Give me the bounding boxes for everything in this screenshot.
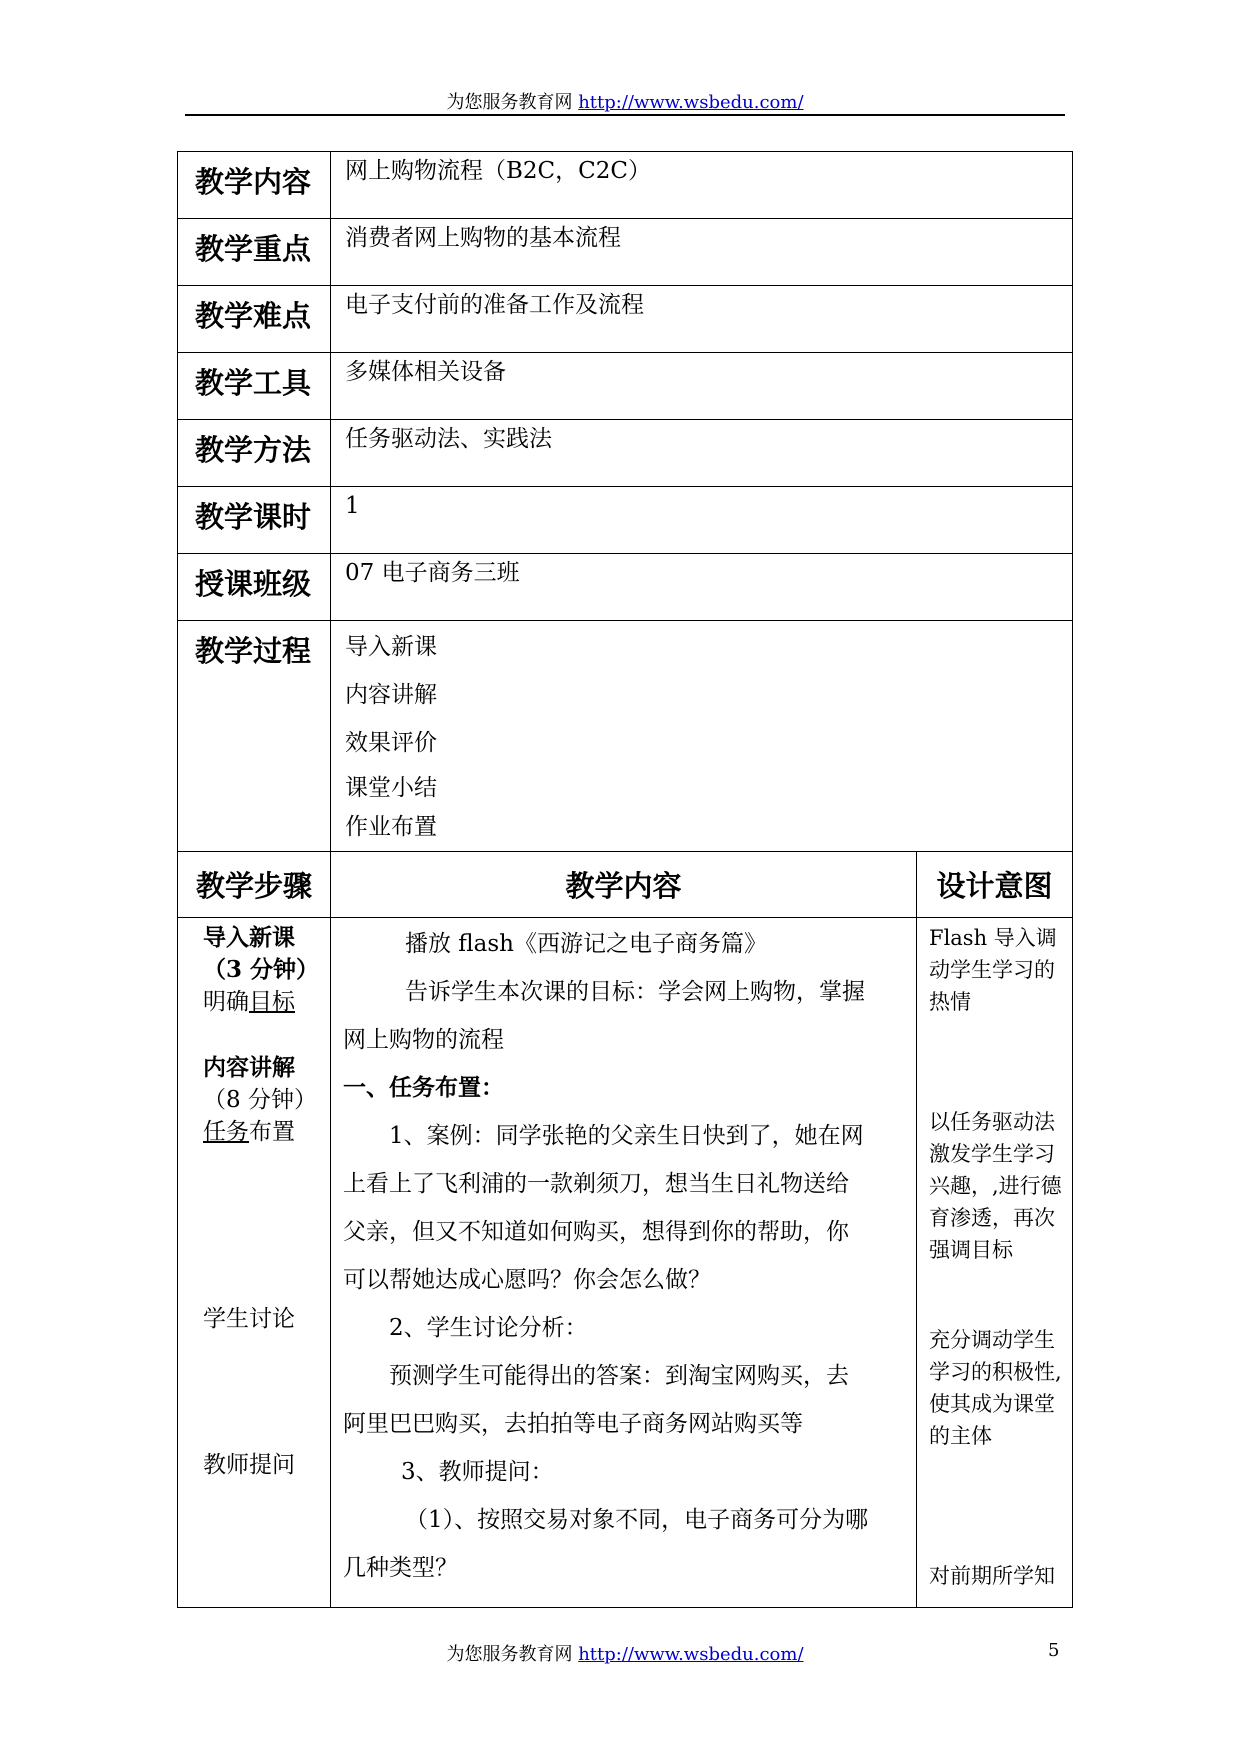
step-goal-underlined: 目标 [249, 989, 295, 1015]
intent-line: 以任务驱动法 [929, 1110, 1055, 1134]
steps-col-header: 教学步骤 [178, 852, 331, 918]
content-para: 上看上了飞利浦的一款剃须刀，想当生日礼物送给 [343, 1171, 849, 1197]
header-site-name: 为您服务教育网 [446, 92, 573, 113]
content-para: 告诉学生本次课的目标：学会网上购物，掌握 [405, 979, 865, 1005]
step-explain-time: （8 分钟） [203, 1087, 317, 1113]
step-goal-text: 明确 [203, 989, 249, 1015]
info-value: 1 [331, 487, 1073, 554]
content-para: 2、学生讨论分析： [389, 1315, 588, 1341]
content-col-header: 教学内容 [331, 852, 917, 918]
process-item: 课堂小结 [345, 775, 437, 801]
process-item: 效果评价 [345, 730, 437, 756]
step-ask: 教师提问 [203, 1452, 295, 1478]
process-list [331, 621, 1073, 852]
intent-line: 学习的积极性, [929, 1360, 1062, 1384]
intent-line: 热情 [929, 990, 971, 1014]
content-para: 网上购物的流程 [343, 1027, 504, 1053]
info-value: 任务驱动法、实践法 [331, 420, 1073, 487]
content-para: 预测学生可能得出的答案：到淘宝网购买，去 [389, 1363, 849, 1389]
content-para: 阿里巴巴购买，去拍拍等电子商务网站购买等 [343, 1411, 803, 1437]
lesson-plan-table [177, 151, 1072, 1608]
process-row [178, 621, 1073, 852]
intent-line: 对前期所学知 [929, 1564, 1055, 1588]
content-para: 1、案例：同学张艳的父亲生日快到了，她在网 [389, 1123, 864, 1149]
intent-line: 的主体 [929, 1424, 992, 1448]
content-para: 3、教师提问： [401, 1459, 554, 1485]
info-label: 教学内容 [178, 152, 331, 219]
info-label: 教学方法 [178, 420, 331, 487]
intent-line: 充分调动学生 [929, 1328, 1055, 1352]
step-discuss: 学生讨论 [203, 1306, 295, 1332]
info-label: 教学课时 [178, 487, 331, 554]
steps-body-row [178, 918, 1073, 1608]
info-row [178, 219, 1073, 286]
intent-line: Flash 导入调 [929, 926, 1057, 950]
content-para: （1）、按照交易对象不同，电子商务可分为哪 [405, 1507, 869, 1533]
intent-line: 使其成为课堂 [929, 1392, 1055, 1416]
page-number: 5 [1048, 1640, 1060, 1661]
content-para: 可以帮她达成心愿吗？你会怎么做？ [343, 1267, 711, 1293]
content-para: 几种类型？ [343, 1555, 458, 1581]
page-footer [185, 1640, 1065, 1666]
process-item: 内容讲解 [345, 682, 437, 708]
process-item: 作业布置 [345, 814, 437, 840]
header-divider [185, 114, 1065, 116]
info-label: 教学重点 [178, 219, 331, 286]
info-value: 消费者网上购物的基本流程 [331, 219, 1073, 286]
intent-line: 激发学生学习 [929, 1142, 1055, 1166]
content-para: 播放 flash《西游记之电子商务篇》 [405, 931, 767, 957]
intent-line: 兴趣，,进行德 [929, 1174, 1062, 1198]
footer-site-name: 为您服务教育网 [446, 1644, 573, 1665]
intent-line: 育渗透，再次 [929, 1206, 1055, 1230]
info-row [178, 353, 1073, 420]
info-value: 电子支付前的准备工作及流程 [331, 286, 1073, 353]
info-value: 网上购物流程（B2C，C2C） [331, 152, 1073, 219]
process-item: 导入新课 [345, 634, 437, 660]
intent-line: 强调目标 [929, 1238, 1013, 1262]
info-row [178, 286, 1073, 353]
content-para: 父亲，但又不知道如何购买，想得到你的帮助，你 [343, 1219, 849, 1245]
intent-line: 动学生学习的 [929, 958, 1055, 982]
step-import-goal [203, 986, 330, 1018]
step-explain-task [203, 1116, 330, 1148]
step-task-underlined: 任务 [203, 1119, 249, 1145]
content-heading: 一、任务布置： [343, 1074, 504, 1101]
header-url-link[interactable]: http://www.wsbedu.com/ [578, 92, 804, 113]
info-value: 多媒体相关设备 [331, 353, 1073, 420]
footer-url-link[interactable]: http://www.wsbedu.com/ [578, 1644, 804, 1665]
content-column [331, 918, 917, 1608]
info-row [178, 554, 1073, 621]
steps-column [178, 918, 331, 1608]
intent-column [917, 918, 1073, 1608]
process-label: 教学过程 [178, 621, 331, 852]
step-explain-title: 内容讲解 [203, 1054, 295, 1081]
info-label: 教学难点 [178, 286, 331, 353]
info-label: 授课班级 [178, 554, 331, 621]
info-label: 教学工具 [178, 353, 331, 420]
info-row [178, 420, 1073, 487]
step-task-text: 布置 [249, 1119, 295, 1145]
step-import-time: （3 分钟） [203, 956, 320, 983]
steps-header-row [178, 852, 1073, 918]
info-row [178, 487, 1073, 554]
page-header [185, 88, 1065, 114]
intent-col-header: 设计意图 [917, 852, 1073, 918]
info-value: 07 电子商务三班 [331, 554, 1073, 621]
info-row [178, 152, 1073, 219]
step-import-title: 导入新课 [203, 924, 295, 951]
